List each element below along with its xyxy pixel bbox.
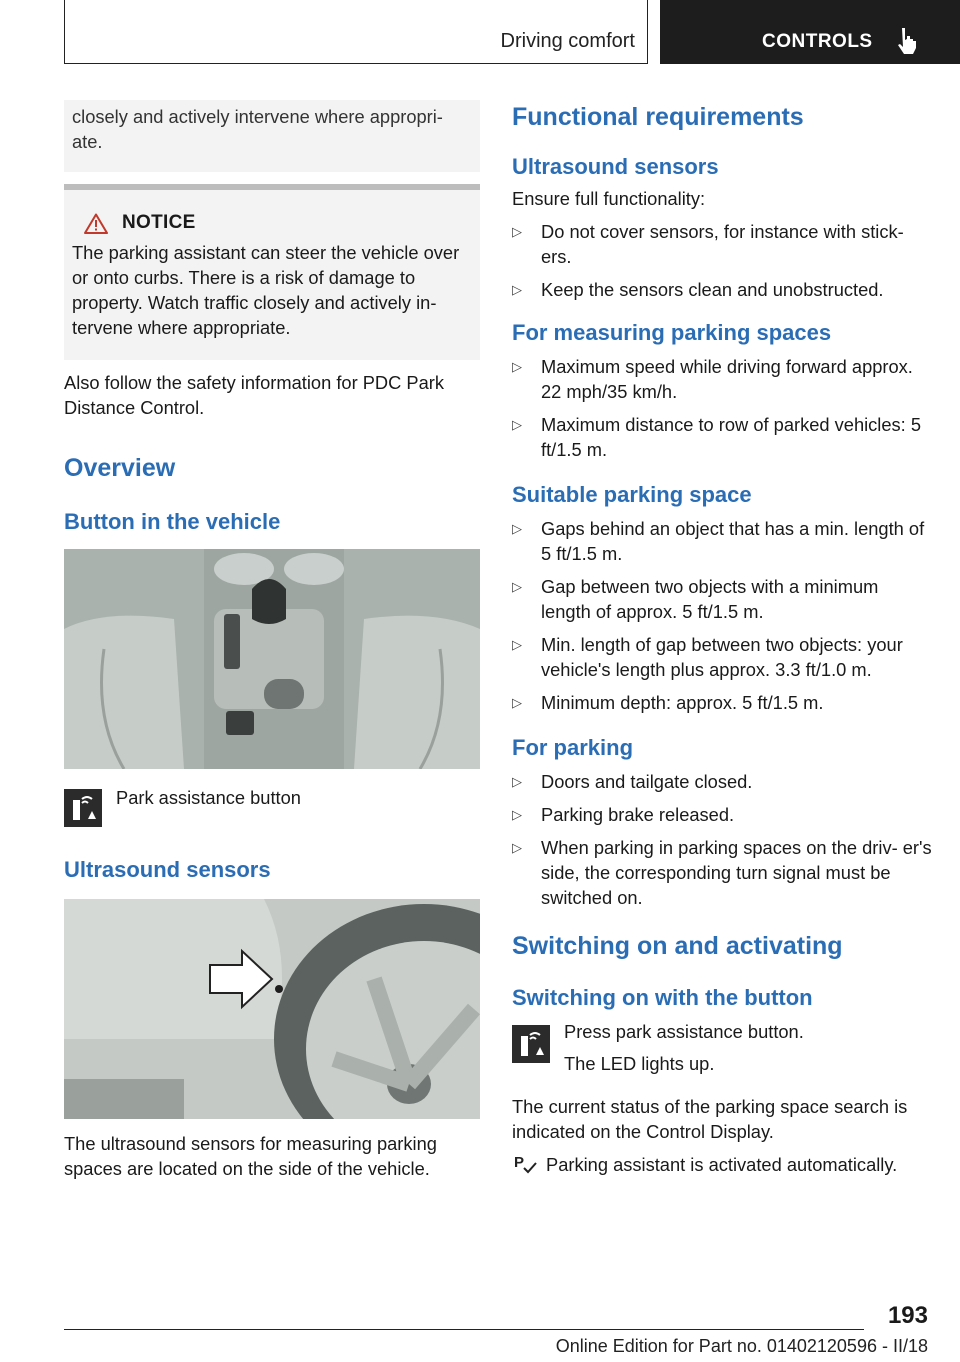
warning-triangle-icon: [84, 213, 108, 234]
overview-heading: Overview: [64, 454, 176, 482]
ultrasound-sensor-photo: [64, 899, 480, 1119]
list-item: ▷ Doors and tailgate closed.: [512, 769, 932, 794]
park-assistance-button-icon: [64, 789, 102, 827]
list-item: ▷ Maximum speed while driving forward approx. 22 mph/35 km/h.: [512, 354, 932, 404]
park-assistance-button-icon: [512, 1025, 550, 1063]
functional-requirements-heading: Functional requirements: [512, 103, 804, 131]
press-button-text-group: [564, 1019, 804, 1076]
continued-notice-box: [64, 100, 480, 172]
ultrasound-sensors-heading-left: Ultrasound sensors: [64, 857, 271, 882]
measuring-list: [512, 354, 932, 462]
footer-divider: [64, 1329, 864, 1330]
suitable-list: [512, 516, 932, 715]
switching-on-heading: Switching on and activating: [512, 932, 843, 960]
page-number: 193: [887, 1302, 928, 1329]
switching-button-heading: Switching on with the button: [512, 985, 813, 1010]
list-item: ▷ Gap between two objects with a minimum length of approx. 5 ft/1.5 m.: [512, 574, 932, 624]
list-item: ▷ Keep the sensors clean and unobstructed.: [512, 277, 932, 302]
center-console-photo: [64, 549, 480, 769]
list-item: ▷ Gaps behind an object that has a min. length of 5 ft/1.5 m.: [512, 516, 932, 566]
svg-text:P: P: [514, 1154, 525, 1171]
list-item: ▷ Minimum depth: approx. 5 ft/1.5 m.: [512, 690, 932, 715]
footer-edition: Online Edition for Part no. 01402120596 - II/18: [555, 1336, 928, 1356]
list-item: ▷ Do not cover sensors, for instance with stick- ers.: [512, 219, 932, 269]
pointing-hand-icon: [896, 26, 920, 54]
list-item: ▷ Min. length of gap between two objects: your vehicle's length plus approx. 3.3 ft/1.0 m.: [512, 632, 932, 682]
notice-text: The parking assistant can steer the vehicle over or onto curbs. There is a risk of damage to property. Watch traffic closely and actively in- tervene where appropriate.: [72, 242, 460, 338]
for-parking-heading: For parking: [512, 735, 634, 760]
suitable-space-heading: Suitable parking space: [512, 482, 752, 507]
ultrasound-sensors-description: The ultrasound sensors for measuring parking spaces are located on the side of the vehicle.: [64, 1133, 437, 1179]
auto-activation-row: [512, 1152, 932, 1177]
notice-title: NOTICE: [122, 212, 196, 233]
continued-notice-text: closely and actively intervene where appropri- ate.: [72, 106, 443, 152]
status-text: The current status of the parking space search is indicated on the Control Display.: [512, 1096, 908, 1142]
ultrasound-sensors-heading-right: Ultrasound sensors: [512, 154, 719, 179]
header-section-box: [64, 0, 648, 64]
parking-list: [512, 769, 932, 910]
header-chapter-tab: [660, 0, 960, 64]
press-button-row: [512, 1021, 932, 1076]
ultrasound-intro: Ensure full functionality:: [512, 188, 706, 209]
park-assistance-caption: Park assistance button: [116, 787, 301, 808]
list-item: ▷ When parking in parking spaces on the driv- er's side, the corresponding turn signal must be switched on.: [512, 835, 932, 910]
header-section-title: Driving comfort: [500, 30, 635, 52]
led-text: The LED lights up.: [564, 1053, 715, 1074]
list-item: ▷ Parking brake released.: [512, 802, 932, 827]
ultrasound-list: [512, 219, 932, 302]
header-chapter-title: CONTROLS: [762, 31, 873, 52]
button-in-vehicle-heading: Button in the vehicle: [64, 509, 281, 534]
notice-box: [64, 184, 480, 360]
right-column: [512, 103, 932, 1177]
list-item: ▷ Maximum distance to row of parked vehicles: 5 ft/1.5 m.: [512, 412, 932, 462]
press-button-text: Press park assistance button.: [564, 1021, 804, 1042]
safety-info-text: Also follow the safety information for PDC Park Distance Control.: [64, 372, 444, 418]
left-column: [64, 100, 480, 1181]
notice-header: [72, 212, 474, 234]
measuring-heading: For measuring parking spaces: [512, 320, 832, 345]
parking-assistant-icon: [512, 1152, 538, 1174]
button-legend: [64, 789, 480, 827]
auto-activation-text: Parking assistant is activated automatically.: [546, 1154, 898, 1175]
